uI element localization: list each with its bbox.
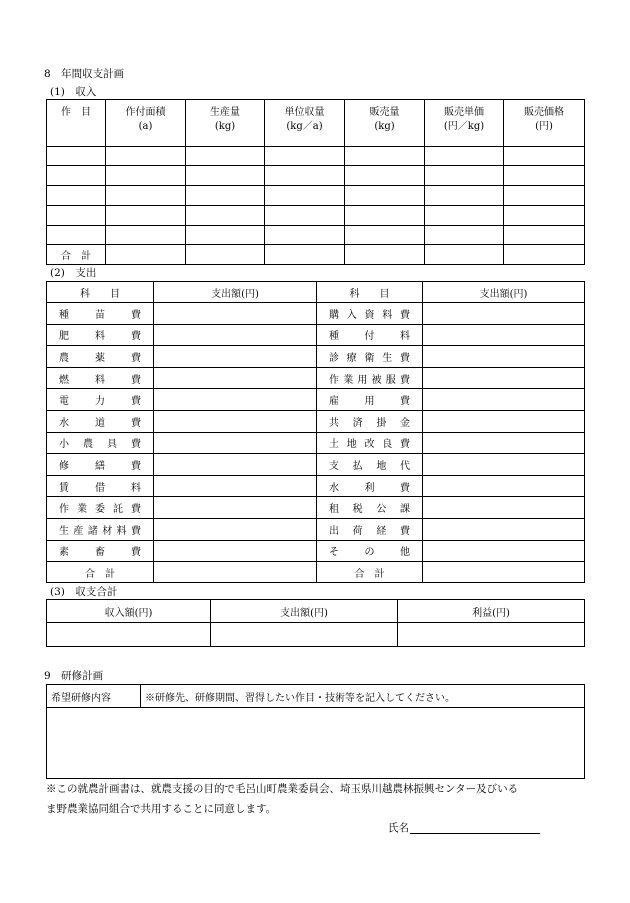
expense-header-amount-right: 支出額(円)	[423, 282, 585, 303]
expense-row	[47, 540, 585, 562]
expense-item-left: 肥料費	[47, 324, 154, 346]
expense-item-left: 種苗費	[47, 303, 154, 325]
income-header-sales-price: 販売価格 (円)	[504, 100, 585, 147]
expense-item-left: 水道費	[47, 410, 154, 432]
expense-item-left: 小農具費	[47, 432, 154, 454]
training-label: 希望研修内容	[47, 685, 141, 708]
expense-header-item-left: 科 目	[47, 282, 154, 303]
expense-header-item-right: 科 目	[317, 282, 423, 303]
summary-header-expense: 支出額(円)	[211, 600, 398, 623]
expense-row	[47, 475, 585, 497]
training-hint: ※研修先、研修期間、習得したい作目・技術等を記入してください。	[141, 685, 585, 708]
income-header-row	[47, 100, 585, 147]
expense-row	[47, 389, 585, 411]
expense-row	[47, 324, 585, 346]
summary-header-profit: 利益(円)	[398, 600, 585, 623]
summary-table	[46, 599, 585, 647]
income-total-row	[47, 245, 585, 265]
expense-table	[46, 281, 585, 583]
income-row	[47, 206, 585, 226]
expense-item-right: 出荷経費	[317, 518, 423, 540]
expense-row	[47, 346, 585, 368]
income-header-area: 作付面積 (a)	[106, 100, 186, 147]
section-8-title: 8 年間収支計画	[44, 68, 125, 80]
training-entry-row	[47, 708, 585, 779]
summary-income-cell[interactable]	[47, 623, 211, 647]
income-row	[47, 226, 585, 245]
income-row	[47, 147, 585, 166]
summary-subtitle: (3) 収支合計	[50, 586, 118, 598]
income-table	[46, 99, 585, 265]
expense-row	[47, 303, 585, 325]
income-total-label: 合 計	[47, 245, 106, 265]
expense-item-left: 素畜費	[47, 540, 154, 562]
expense-item-left: 燃料費	[47, 367, 154, 389]
expense-total-label-right: 合 計	[317, 562, 423, 583]
expense-item-left: 作業委託費	[47, 497, 154, 519]
income-header-unit-price: 販売単価 (円／kg)	[425, 100, 504, 147]
summary-header-income: 収入額(円)	[47, 600, 211, 623]
expense-row	[47, 367, 585, 389]
training-entry-cell[interactable]	[47, 708, 585, 779]
expense-item-right: 診療衛生費	[317, 346, 423, 368]
income-subtitle: (1) 収入	[50, 86, 97, 98]
expense-row	[47, 518, 585, 540]
income-row	[47, 186, 585, 206]
expense-item-left: 賃借料	[47, 475, 154, 497]
income-header-production: 生産量 (kg)	[186, 100, 265, 147]
summary-value-row	[47, 623, 585, 647]
signature-line[interactable]	[410, 820, 540, 834]
expense-row	[47, 432, 585, 454]
summary-expense-cell[interactable]	[211, 623, 398, 647]
expense-item-right: 土地改良費	[317, 432, 423, 454]
expense-item-right: 水利費	[317, 475, 423, 497]
expense-item-right: 購入資料費	[317, 303, 423, 325]
expense-row	[47, 410, 585, 432]
training-header-row	[47, 685, 585, 708]
expense-item-right: その他	[317, 540, 423, 562]
expense-total-row	[47, 562, 585, 583]
expense-item-left: 農薬費	[47, 346, 154, 368]
section-9-title: 9 研修計画	[44, 670, 104, 682]
income-header-sales-volume: 販売量 (kg)	[345, 100, 425, 147]
summary-profit-cell[interactable]	[398, 623, 585, 647]
expense-item-left: 電力費	[47, 389, 154, 411]
summary-header-row	[47, 600, 585, 623]
consent-note	[46, 779, 591, 819]
expense-item-right: 租税公課	[317, 497, 423, 519]
expense-header-row	[47, 282, 585, 303]
income-header-yield: 単位収量 (kg／a)	[265, 100, 345, 147]
training-table	[46, 684, 585, 779]
income-header-crop: 作 目	[47, 100, 106, 147]
income-row	[47, 166, 585, 186]
expense-row	[47, 497, 585, 519]
expense-item-right: 作業用被服費	[317, 367, 423, 389]
expense-row	[47, 454, 585, 476]
expense-subtitle: (2) 支出	[50, 267, 97, 279]
expense-item-right: 種付料	[317, 324, 423, 346]
signature-label: 氏名	[388, 822, 409, 834]
expense-item-right: 雇用費	[317, 389, 423, 411]
consent-note-line2: ま野農業協同組合で共用することに同意します。	[46, 803, 277, 815]
expense-item-right: 共済掛金	[317, 410, 423, 432]
expense-item-left: 生産諸材料費	[47, 518, 154, 540]
expense-header-amount-left: 支出額(円)	[154, 282, 317, 303]
expense-item-right: 支払地代	[317, 454, 423, 476]
expense-total-label-left: 合 計	[47, 562, 154, 583]
expense-item-left: 修繕費	[47, 454, 154, 476]
consent-note-line1: ※この就農計画書は、就農支援の目的で毛呂山町農業委員会、埼玉県川越農林振興センター及びいる	[46, 783, 519, 795]
